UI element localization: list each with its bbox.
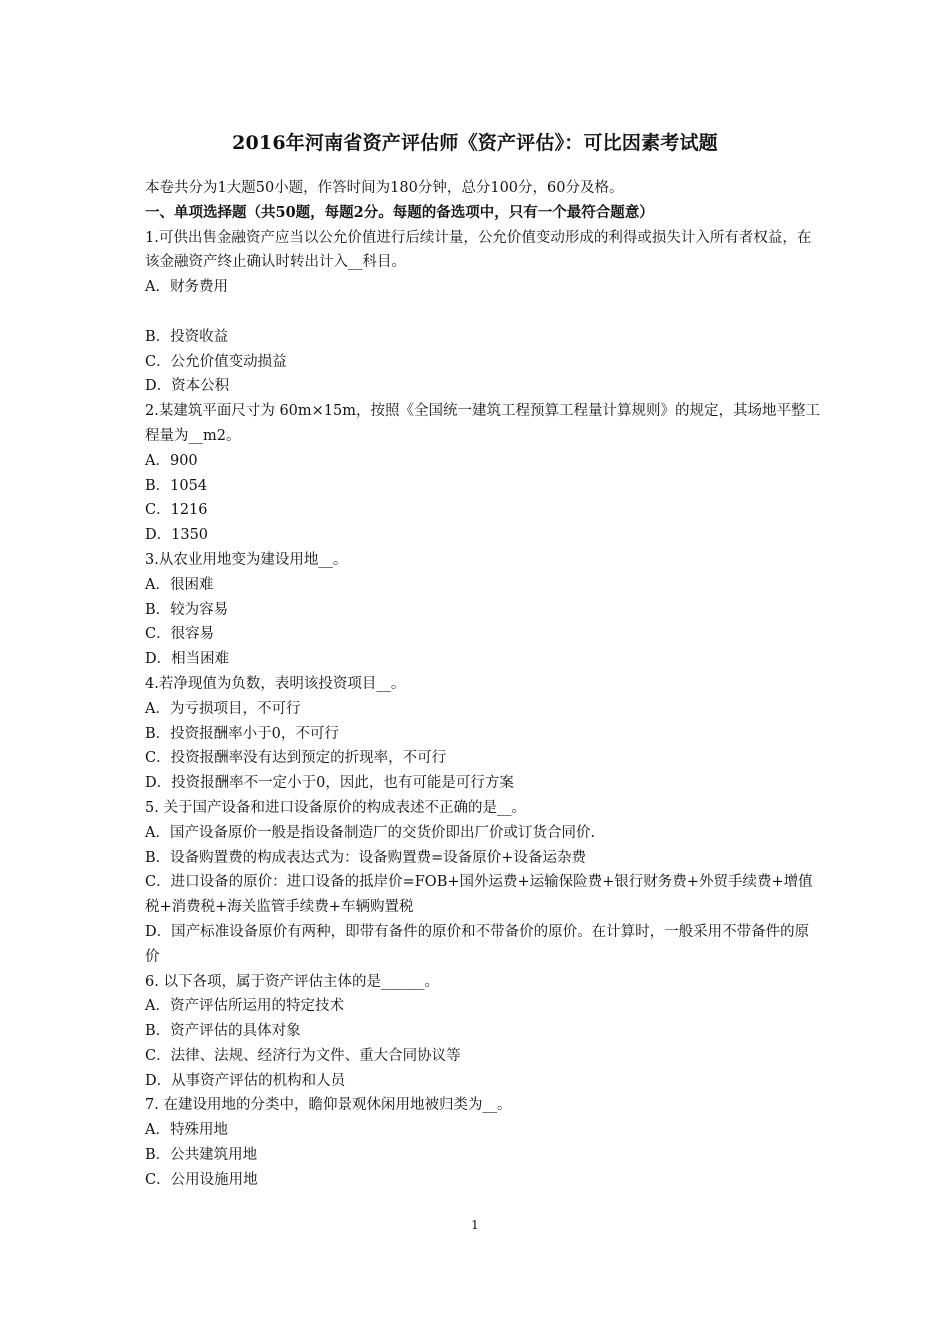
answer-option: C．公允价值变动损益 <box>145 353 287 370</box>
document-body <box>145 176 820 1193</box>
question-stem: 3.从农业用地变为建设用地__。 <box>145 551 348 568</box>
page-number: 1 <box>471 1218 479 1232</box>
answer-option: B．资产评估的具体对象 <box>145 1023 301 1040</box>
answer-option: A．国产设备原价一般是指设备制造厂的交货价即出厂价或订货合同价. <box>145 824 596 841</box>
answer-option: B．设备购置费的构成表达式为：设备购置费=设备原价+设备运杂费 <box>145 849 586 866</box>
answer-option: D．资本公积 <box>145 378 230 395</box>
answer-option: B．公共建筑用地 <box>145 1147 258 1164</box>
answer-option: A．为亏损项目，不可行 <box>145 700 301 717</box>
question-stem: 2.某建筑平面尺寸为 60m×15m，按照《全国统一建筑工程预算工程量计算规则》的规定，其场地平整工程量为__m2。 <box>145 403 820 444</box>
answer-option: B．投资报酬率小于0，不可行 <box>145 725 339 742</box>
answer-option: C．投资报酬率没有达到预定的折现率，不可行 <box>145 750 447 767</box>
answer-option: A．财务费用 <box>145 279 228 296</box>
exam-intro: 本卷共分为1大题50小题，作答时间为180分钟，总分100分，60分及格。 <box>145 180 624 196</box>
page-title: 2016年河南省资产评估师《资产评估》：可比因素考试题 <box>232 132 718 154</box>
answer-option: B．较为容易 <box>145 601 229 618</box>
question-stem: 5. 关于国产设备和进口设备原价的构成表述不正确的是__。 <box>145 799 526 816</box>
question-stem: 6. 以下各项，属于资产评估主体的是______。 <box>145 973 439 990</box>
answer-option: A．资产评估所运用的特定技术 <box>145 998 344 1015</box>
answer-option: A．特殊用地 <box>145 1122 228 1139</box>
answer-option: D．国产标准设备原价有两种，即带有备件的原价和不带备价的原价。在计算时，一般采用不带备件的原价 <box>145 923 810 965</box>
answer-option: C．公用设施用地 <box>145 1171 258 1188</box>
answer-option: B．1054 <box>145 477 208 494</box>
answer-option: C．进口设备的原价：进口设备的抵岸价=FOB+国外运费+运输保险费+银行财务费+外贸手续费+增值税+消费税+海关监管手续费+车辆购置税 <box>145 874 813 916</box>
answer-option: A．很困难 <box>145 576 214 593</box>
answer-option: A．900 <box>145 452 198 469</box>
answer-option: C．法律、法规、经济行为文件、重大合同协议等 <box>145 1047 461 1064</box>
question-stem: 4.若净现值为负数，表明该投资项目__。 <box>145 675 406 692</box>
question-stem: 7. 在建设用地的分类中，瞻仰景观休闲用地被归类为__。 <box>145 1097 512 1114</box>
question-stem: 1.可供出售金融资产应当以公允价值进行后续计量，公允价值变动形成的利得或损失计入所有者权益，在该金融资产终止确认时转出计入__科目。 <box>145 229 812 271</box>
answer-option: D．投资报酬率不一定小于0，因此，也有可能是可行方案 <box>145 775 514 792</box>
section-heading: 一、单项选择题（共50题，每题2分。每题的备选项中，只有一个最符合题意） <box>145 203 654 221</box>
answer-option: D．1350 <box>145 527 209 544</box>
answer-option: C．1216 <box>145 502 208 519</box>
blank-line <box>145 300 820 325</box>
answer-option: B．投资收益 <box>145 328 229 345</box>
answer-option: C．很容易 <box>145 626 215 643</box>
answer-option: D．相当困难 <box>145 651 230 668</box>
answer-option: D．从事资产评估的机构和人员 <box>145 1072 346 1089</box>
